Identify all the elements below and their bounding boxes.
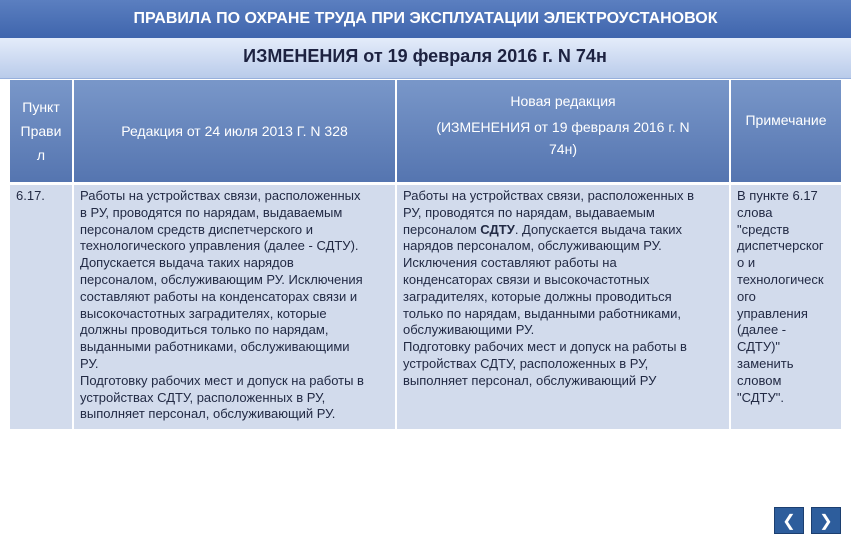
- cell-point: [10, 184, 73, 430]
- new-line: устройствах СДТУ, расположенных в РУ,: [403, 355, 649, 371]
- cell-note: [730, 184, 842, 430]
- old-line: Подготовку рабочих мест и допуск на работы в: [80, 372, 364, 388]
- header-note: [730, 80, 842, 184]
- note-line: СДТУ)": [737, 339, 781, 355]
- header-new-edition: [396, 80, 730, 184]
- note-line: диспетчерског: [737, 238, 824, 254]
- old-line: технологического управления (далее - СДТУ).: [80, 238, 359, 254]
- old-line: персоналом, обслуживающим РУ. Исключения: [80, 271, 363, 287]
- old-line: в РУ, проводятся по нарядам, выдаваемым: [80, 204, 343, 220]
- new-line-text: персоналом: [403, 221, 481, 237]
- note-line: ого: [737, 288, 756, 304]
- note-line: словом: [737, 372, 782, 388]
- new-line: Исключения составляют работы на: [403, 255, 617, 271]
- old-line: выданными работниками, обслуживающими: [80, 339, 350, 355]
- old-line: РУ.: [80, 355, 99, 371]
- header-note-label: Примечание: [745, 112, 827, 128]
- old-line: Работы на устройствах связи, расположенных: [80, 188, 361, 203]
- old-line: Допускается выдача таких нарядов: [80, 255, 294, 271]
- new-line: конденсаторах связи и высокочастотных: [403, 271, 650, 287]
- new-line: нарядов персоналом, обслуживающим РУ.: [403, 238, 662, 254]
- title-bar: [0, 0, 851, 38]
- note-line: технологическ: [737, 271, 824, 287]
- new-line: выполняет персонал, обслуживающий РУ: [403, 372, 657, 388]
- prev-slide-button[interactable]: [774, 507, 804, 534]
- cell-new-edition: [396, 184, 730, 430]
- note-line: (далее -: [737, 322, 787, 338]
- new-line: Работы на устройствах связи, расположенных в: [403, 188, 695, 203]
- new-line-text: . Допускается выдача таких: [514, 221, 682, 237]
- new-line: заградителях, которые должны проводиться: [403, 288, 672, 304]
- new-line: только по нарядам, выданными работниками,: [403, 305, 682, 321]
- old-line: должны проводиться только по нарядам,: [80, 322, 329, 338]
- new-line: [403, 222, 723, 239]
- cell-old-edition: [73, 184, 396, 430]
- changes-table: [10, 80, 843, 429]
- header-new-edition-sub: 74н): [549, 141, 577, 157]
- point-number: 6.17.: [16, 188, 45, 203]
- header-new-edition-title: Новая редакция: [510, 93, 616, 109]
- old-line: составляют работы на конденсаторах связи и: [80, 288, 358, 304]
- note-line: "СДТУ".: [737, 389, 784, 405]
- old-line: устройствах СДТУ, расположенных в РУ,: [80, 389, 326, 405]
- note-line: заменить: [737, 355, 794, 371]
- note-line: В пункте 6.17: [737, 188, 818, 203]
- old-line: высокочастотных заградителях, которые: [80, 305, 327, 321]
- next-slide-button[interactable]: [811, 507, 841, 534]
- header-point-line: Прави: [20, 123, 62, 139]
- new-line: РУ, проводятся по нарядам, выдаваемым: [403, 204, 655, 220]
- page-subtitle: ИЗМЕНЕНИЯ от 19 февраля 2016 г. N 74н: [243, 46, 607, 66]
- header-point-line: Пункт: [22, 99, 60, 115]
- table-header-row: [10, 80, 842, 184]
- note-line: управления: [737, 305, 808, 321]
- page-title: ПРАВИЛА ПО ОХРАНЕ ТРУДА ПРИ ЭКСПЛУАТАЦИИ ЭЛЕКТРОУСТАНОВОК: [133, 10, 718, 27]
- new-line: Подготовку рабочих мест и допуск на работы в: [403, 339, 687, 355]
- header-new-edition-sub: (ИЗМЕНЕНИЯ от 19 февраля 2016 г. N: [436, 119, 690, 135]
- new-line-bold-term: СДТУ: [480, 221, 515, 237]
- new-line: обслуживающими РУ.: [403, 322, 535, 338]
- chevron-right-icon: ❯: [819, 512, 833, 530]
- old-line: выполняет персонал, обслуживающий РУ.: [80, 406, 336, 422]
- chevron-left-icon: ❮: [782, 512, 796, 530]
- note-line: о и: [737, 255, 756, 271]
- header-old-edition: [73, 80, 396, 184]
- note-line: слова: [737, 204, 773, 220]
- header-point-line: л: [36, 147, 46, 163]
- table-row: [10, 184, 842, 430]
- note-line: "средств: [737, 221, 790, 237]
- old-line: персоналом средств диспетчерского и: [80, 221, 314, 237]
- header-point: [10, 80, 73, 184]
- header-old-edition-label: Редакция от 24 июля 2013 Г. N 328: [121, 123, 348, 139]
